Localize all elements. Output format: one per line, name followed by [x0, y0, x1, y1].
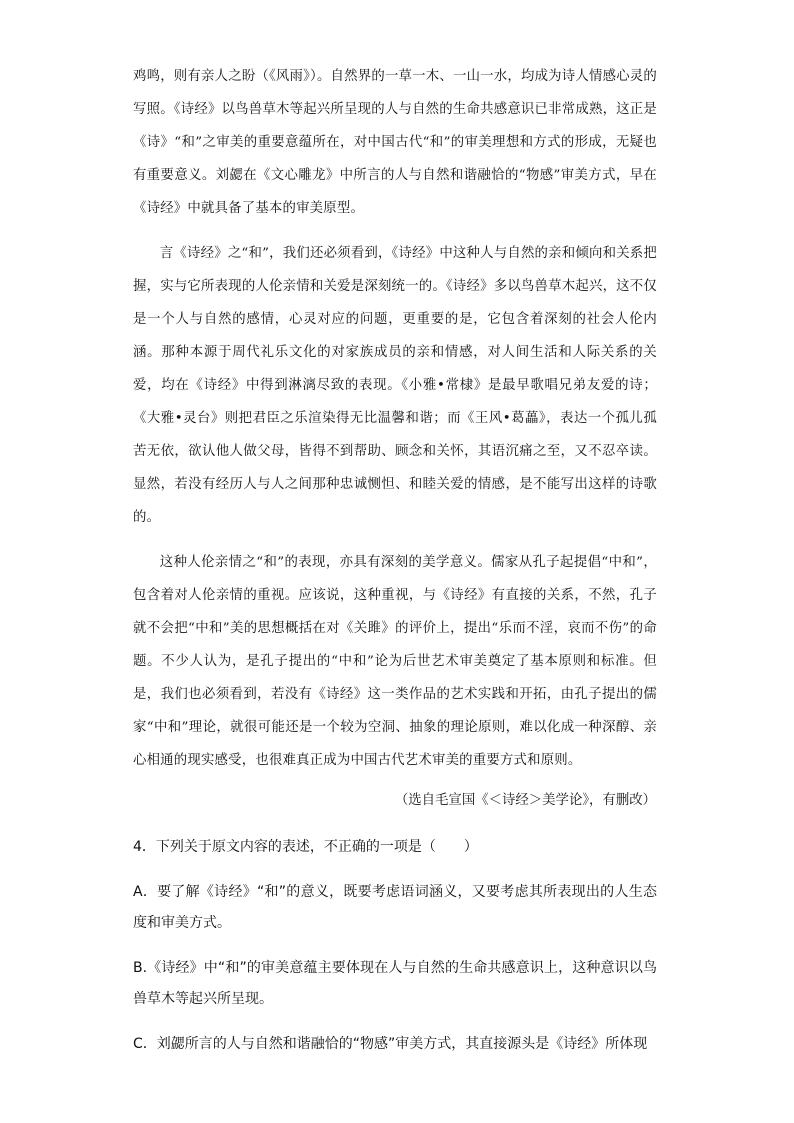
question-block	[133, 832, 657, 1074]
passage-paragraph: 这种人伦亲情之“和”的表现，亦具有深刻的美学意义。儒家从孔子起提倡“中和”，包含着对人伦亲情的重视。应该说，这种重视，与《诗经》有直接的关系，不然，孔子就不会把“中和”美的思想概括在对《关雎》的评价上，提出“乐而不淫，哀而不伤”的命题。不少人认为，是孔子提出的“中和”论为后世艺术审美奠定了基本原则和标准。但是，我们也必须看到，若没有《诗经》这一类作品的艺术实践和开拓，由孔子提出的儒家“中和”理论，就很可能还是一个较为空洞、抽象的理论原则，难以化成一种深醇、亲心相通的现实感受，也很难真正成为中国古代艺术审美的重要方式和原则。	[133, 555, 657, 768]
passage-source-note: （选自毛宣国《＜诗经＞美学论》，有删改）	[394, 793, 656, 808]
question-stem: 4．下列关于原文内容的表述，不正确的一项是（ ）	[133, 839, 478, 855]
option-a: A．要了解《诗经》“和”的意义，既要考虑语词涵义，又要考虑其所表现出的人生态度和审美方式。	[133, 884, 657, 931]
passage-paragraph: 鸡鸣，则有亲人之盼（《风雨》）。自然界的一草一木、一山一水，均成为诗人情感心灵的写照。《诗经》以鸟兽草木等起兴所呈现的人与自然的生命共感意识已非常成熟，这正是《诗》“和”之审美的重要意蕴所在，对中国古代“和”的审美理想和方式的形成，无疑也有重要意义。刘勰在《文心雕龙》中所言的人与自然和谐融恰的“物感”审美方式，早在《诗经》中就具备了基本的审美原型。	[133, 69, 657, 216]
option-c: C．刘勰所言的人与自然和谐融恰的“物感”审美方式，其直接源头是《诗经》所体现	[133, 1036, 648, 1052]
reading-passage	[133, 60, 657, 789]
passage-paragraph: 言《诗经》之“和”，我们还必须看到，《诗经》中这种人与自然的亲和倾向和关系把握，实与它所表现的人伦亲情和关爱是深刻统一的。《诗经》多以鸟兽草木起兴，这不仅是一个人与自然的感情，心灵对应的问题，更重要的是，它包含着深刻的社会人伦内涵。那种本源于周代礼乐文化的对家族成员的亲和情感，对人间生活和人际关系的关爱，均在《诗经》中得到淋漓尽致的表现。《小雅•常棣》是最早歌唱兄弟友爱的诗；《大雅•灵台》则把君臣之乐渲染得无比温馨和谐；而《王风•葛藟》，表达一个孤儿孤苦无依，欲认他人做父母，皆得不到帮助、顾念和关怀，其语沉痛之至，又不忍卒读。显然，若没有经历人与人之间那种忠诚恻怛、和睦关爱的情感，是不能写出这样的诗歌的。	[133, 246, 657, 525]
option-b: B.《诗经》中“和”的审美意蕴主要体现在人与自然的生命共感意识上，这种意识以鸟兽草木等起兴所呈现。	[133, 960, 657, 1007]
